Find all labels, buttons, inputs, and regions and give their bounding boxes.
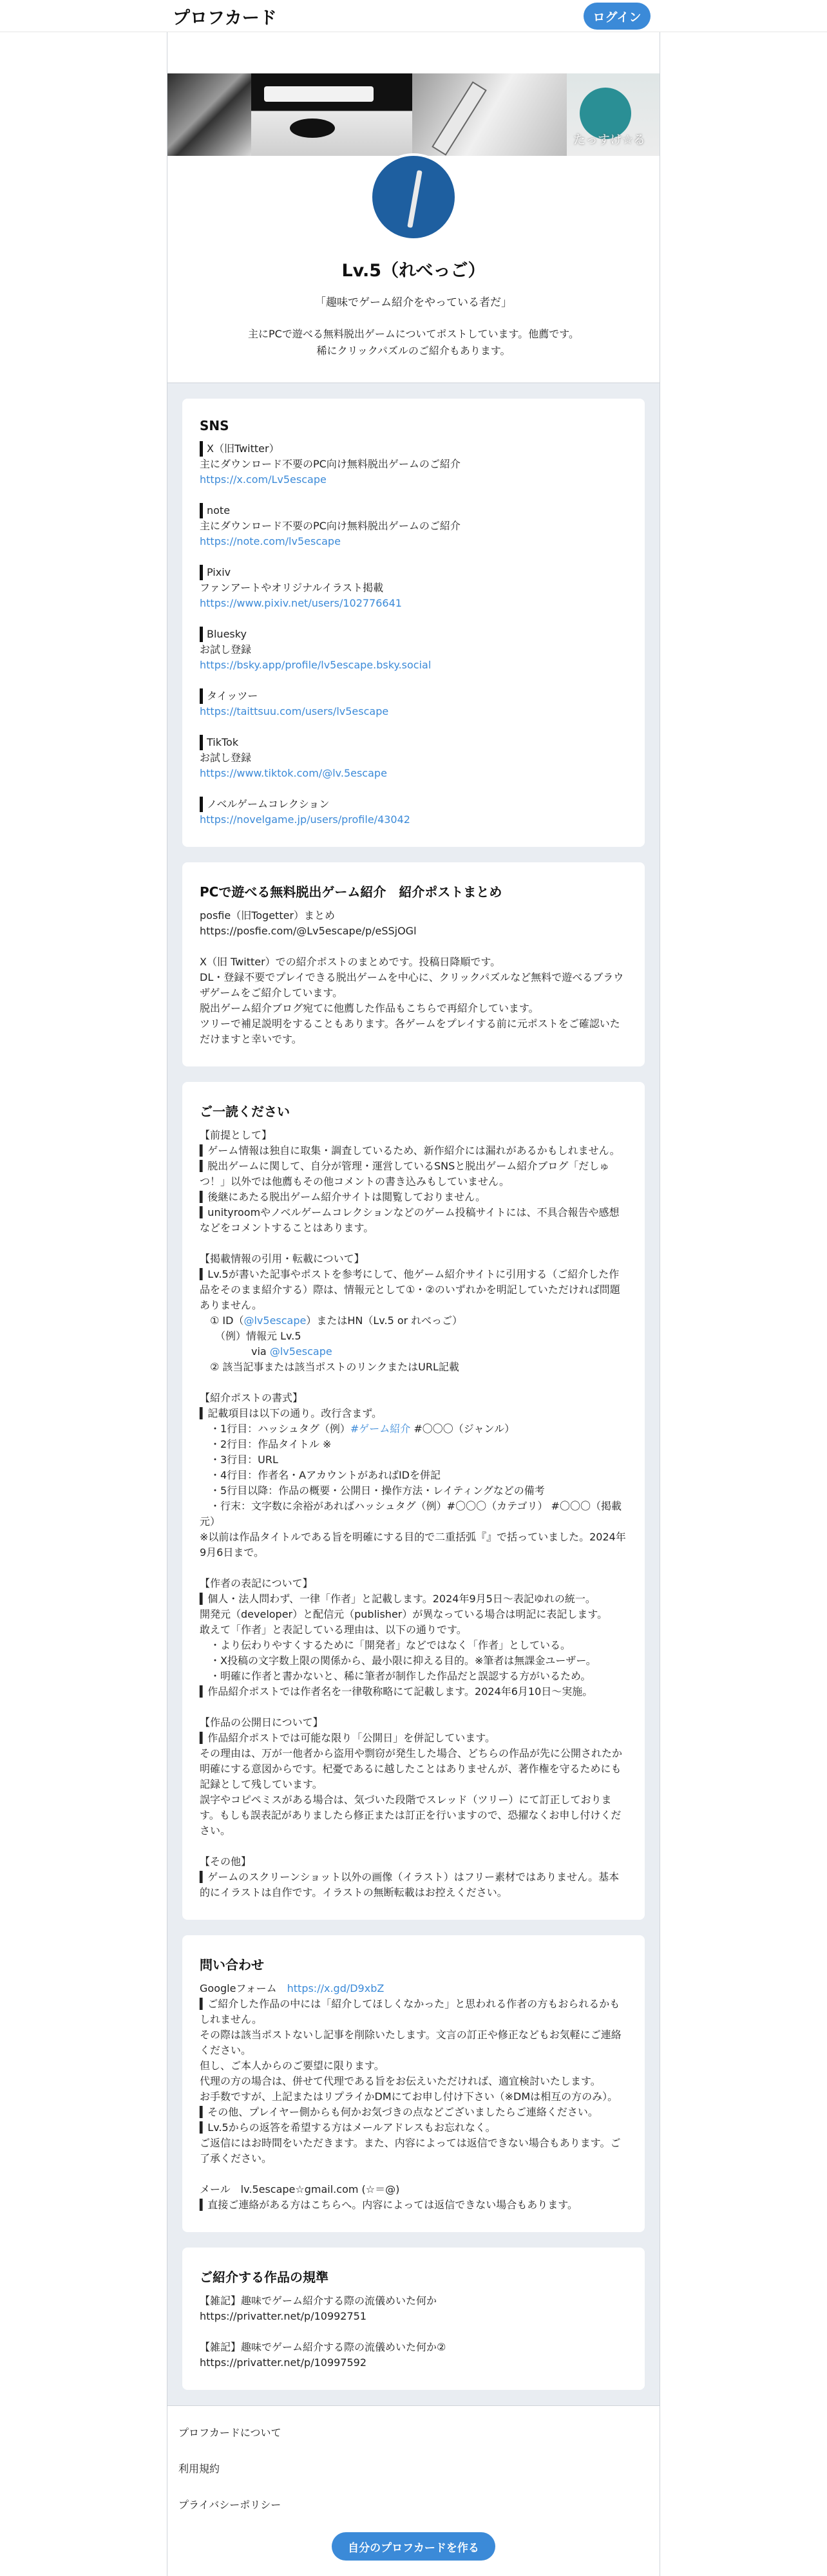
rules-item-1: 【雑記】趣味でゲーム紹介する際の流儀めいた何か: [200, 2295, 437, 2307]
notice-hashtag-link[interactable]: #ゲーム紹介: [350, 1423, 411, 1435]
sns-link-x[interactable]: https://x.com/Lv5escape: [200, 473, 327, 486]
create-profcard-button[interactable]: 自分のプロフカードを作る: [332, 2532, 495, 2561]
top-bar: [0, 0, 827, 32]
notice-quote-line3: via @lv5escape: [200, 1345, 332, 1358]
rules-item-2: 【雑記】趣味でゲーム紹介する際の流儀めいた何か②: [200, 2341, 446, 2353]
sns-link-novelgame[interactable]: https://novelgame.jp/users/profile/43042: [200, 813, 410, 826]
sns-item-novelgame: ノベルゲームコレクション https://novelgame.jp/users/profile/43042: [200, 797, 627, 828]
rules-card: [182, 2248, 645, 2390]
notice-format-head: 【紹介ポストの書式】 ▍記載項目は以下の通り。改行含まず。: [200, 1392, 383, 1419]
sns-item-bluesky: Bluesky お試し登録 https://bsky.app/profile/lv5escape.bsky.social: [200, 627, 627, 673]
banner-logo-text: たっすけ☆る: [573, 133, 646, 147]
profile-banner: [167, 73, 660, 156]
sns-item-pixiv: Pixiv ファンアートやオリジナルイラスト掲載 https://www.pixiv.net/users/102776641: [200, 565, 627, 611]
footer-link-terms[interactable]: 利用規約: [178, 2463, 220, 2475]
sns-link-bluesky[interactable]: https://bsky.app/profile/lv5escape.bsky.social: [200, 659, 432, 671]
sns-item-taittsuu: タイッツー https://taittsuu.com/users/lv5escape: [200, 688, 627, 719]
rules-link-2[interactable]: https://privatter.net/p/10997592: [200, 2356, 367, 2369]
sns-item-note: note 主にダウンロード不要のPC向け無料脱出ゲームのご紹介 https://note.com/lv5escape: [200, 503, 627, 549]
profile-tagline: 「趣味でゲーム紹介をやっている者だ」: [315, 296, 512, 309]
login-button[interactable]: ログイン: [584, 3, 651, 30]
sns-link-tiktok[interactable]: https://www.tiktok.com/@lv.5escape: [200, 767, 387, 779]
page-container: [167, 32, 660, 2576]
notice-card: [182, 1082, 645, 1920]
profile-name: Lv.5（れべっご）: [341, 261, 486, 281]
notice-via-link[interactable]: @lv5escape: [269, 1345, 332, 1358]
notice-quote-line4: ② 該当記事または該当ポストのリンクまたはURL記載: [200, 1361, 459, 1373]
rules-title: ご紹介する作品の規準: [200, 2269, 328, 2285]
notice-release: 【作品の公開日について】 ▍作品紹介ポストでは可能な限り「公開日」を併記しています。 その理由は、万が一他者から盗用や剽窃が発生した場合、どちらの作品が先に公開されたか明確にする意図からです。杞憂であるに越したことはありませんが、著作権を守るためにも記録として残しています。 誤字やコピペミスがある場合は、気づいた段階でスレッド（ツリー）にて訂正しております。もしも誤表記がありましたら修正または訂正を行いますので、恐擢なくお申し付けください。: [200, 1716, 623, 1837]
notice-premise: 【前提として】 ▍ゲーム情報は独自に取集・調査しているため、新作紹介には漏れがあるかもしれません。 ▍脱出ゲームに関して、自分が管理・運営しているSNSと脱出ゲーム紹介ブログ「だしゅつ！」以外では他薦もその他コメントの書き込みもしていません。 ▍後継にあたる脱出ゲーム紹介サイトは閲覧しておりません。 ▍unityroomやノベルゲームコレクションなどのゲーム投稿サイトには、不具合報告や感想などをコメントすることはあります。: [200, 1129, 620, 1234]
sns-link-pixiv[interactable]: https://www.pixiv.net/users/102776641: [200, 597, 402, 609]
notice-title: ご一読ください: [200, 1104, 290, 1119]
summary-link[interactable]: https://posfie.com/@Lv5escape/p/eSSjOGl: [200, 925, 417, 937]
sns-link-taittsuu[interactable]: https://taittsuu.com/users/lv5escape: [200, 705, 389, 717]
contact-body: ▍ご紹介した作品の中には「紹介してほしくなかった」と思われる作者の方もおられるかもしれません。 その際は該当ポストないし記事を削除いたします。文言の訂正や修正などもお気軽にご連絡ください。 但し、ご本人からのご要望に限ります。 代理の方の場合は、併せて代理である旨をお伝えいただければ、適宜検討いたします。 お手数ですが、上記またはリプライかDMにてお申し付け下さい（※DMは相互の方のみ）。 ▍その他、プレイヤー側からも何かお気づきの点などございましたらご連絡ください。 ▍Lv.5からの返答を希望する方はメールアドレスもお忘れなく。 ご返信にはお時間をいただきます。また、内容によっては返信できない場合もあります。ご了承ください。 メール lv.5escape☆gmail.com (☆＝@) ▍直接ご連絡がある方はこちらへ。内容によっては返信できない場合もあります。: [200, 1998, 622, 2211]
sns-title: SNS: [200, 418, 229, 433]
footer: [167, 2405, 660, 2576]
notice-quote-head: 【掲載情報の引用・転載について】 ▍Lv.5が書いた記事やポストを参考にして、他ゲーム紹介サイトに引用する（ご紹介した作品をそのまま紹介する）際は、情報元として①・②のいずれかを明記していただければ問題ありません。: [200, 1253, 620, 1311]
contact-card: [182, 1935, 645, 2232]
sns-card: [182, 399, 645, 847]
notice-id-link[interactable]: @lv5escape: [243, 1314, 307, 1327]
notice-quote-line1: ① ID（@lv5escape）またはHN（Lv.5 or れべっご）: [200, 1314, 462, 1327]
contact-title: 問い合わせ: [200, 1957, 264, 1973]
notice-format-line1: ・1行目：ハッシュタグ（例）#ゲーム紹介 #〇〇〇（ジャンル）: [200, 1423, 515, 1435]
summary-body: X（旧 Twitter）での紹介ポストのまとめです。投稿日降順です。 DL・登録不要でプレイできる脱出ゲームを中心に、クリックパズルなど無料で遊べるブラウザゲームをご紹介しています。 脱出ゲーム紹介ブログ宛てに他薦した作品もこちらで再紹介しています。 ツリーで補足説明をすることもあります。各ゲームをプレイする前に元ポストをご確認いただけますと幸いです。: [200, 956, 624, 1045]
footer-link-privacy[interactable]: プライバシーポリシー: [178, 2499, 281, 2511]
contact-form: Googleフォーム https://x.gd/D9xbZ: [200, 1982, 385, 1994]
contact-form-link[interactable]: https://x.gd/D9xbZ: [287, 1982, 385, 1994]
notice-quote-line2: （例）情報元 Lv.5: [200, 1330, 301, 1342]
sns-item-x: X（旧Twitter） 主にダウンロード不要のPC向け無料脱出ゲームのご紹介 https://x.com/Lv5escape: [200, 441, 627, 488]
notice-author: 【作者の表記について】 ▍個人・法人問わず、一律「作者」と記載します。2024年9月5日〜表記ゆれの統一。 開発元（developer）と配信元（publisher）が異なっている場合は明記に表記します。 敢えて「作者」と表記している理由は、以下の通りです。 ・より伝わりやすくするために「開発者」などではなく「作者」としている。 ・X投稿の文字数上限の関係から、最小限に抑える目的。※筆者は無課金ユーザー。 ・明確に作者と書かないと、稀に筆者が制作した作品だと誤認する方がいるため。 ▍作品紹介ポストでは作者名を一律敬称略にて記載します。2024年6月10日〜実施。: [200, 1577, 608, 1698]
notice-format-rest: ・2行目：作品タイトル ※ ・3行目：URL ・4行目：作者名・AアカウントがあればIDを併記 ・5行目以降：作品の概要・公開日・操作方法・レイティングなどの備考 ・行末：文字数に余裕があればハッシュタグ（例）#〇〇〇（カテゴリ） #〇〇〇（掲載元） ※以前は作品タイトルである旨を明確にする目的で二重括弧『』で括っていました。2024年9月6日まで。: [200, 1438, 626, 1558]
footer-link-about[interactable]: プロフカードについて: [178, 2427, 281, 2439]
rules-link-1[interactable]: https://privatter.net/p/10992751: [200, 2310, 367, 2322]
avatar: [370, 153, 457, 241]
sns-item-tiktok: TikTok お試し登録 https://www.tiktok.com/@lv.5escape: [200, 735, 627, 781]
notice-other: 【その他】 ▍ゲームのスクリーンショット以外の画像（イラスト）はフリー素材ではありません。基本的にイラストは自作です。イラストの無断転載はお控えください。: [200, 1855, 620, 1899]
brand-logo[interactable]: プロフカード: [173, 8, 277, 28]
profile-bio: 主にPCで遊べる無料脱出ゲームについてポストしています。他薦です。 稀にクリックパズルのご紹介もあります。: [248, 328, 579, 357]
summary-card: [182, 862, 645, 1066]
summary-title: PCで遊べる無料脱出ゲーム紹介 紹介ポストまとめ: [200, 884, 502, 900]
sns-link-note[interactable]: https://note.com/lv5escape: [200, 535, 341, 547]
profile-header: [167, 73, 660, 383]
summary-sub: posfie（旧Togetter）まとめ: [200, 909, 336, 922]
